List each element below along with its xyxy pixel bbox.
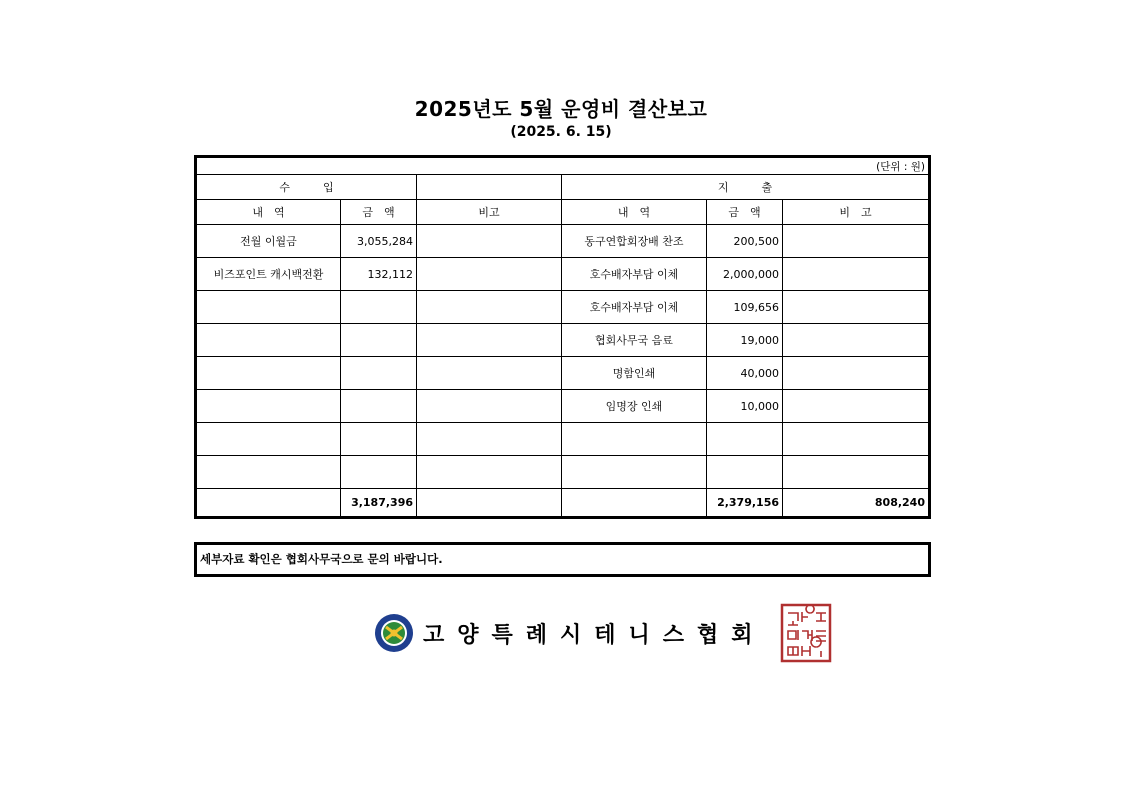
expense-amount-cell: 40,000: [707, 357, 783, 390]
income-total-note: [417, 489, 562, 518]
income-item-cell: [196, 357, 341, 390]
income-amount-cell: [341, 324, 417, 357]
expense-amount-cell: 10,000: [707, 390, 783, 423]
income-note-cell: [417, 324, 562, 357]
expense-note-cell: [783, 291, 930, 324]
total-label-cell: [196, 489, 341, 518]
table-row: [196, 390, 930, 423]
expense-item-cell: 호수배자부담 이체: [562, 291, 707, 324]
expense-amount-header: 금 액: [707, 200, 783, 225]
income-amount-cell: [341, 291, 417, 324]
table-row: [196, 324, 930, 357]
table-row: [196, 291, 930, 324]
income-amount-cell: [341, 357, 417, 390]
income-amount-cell: [341, 390, 417, 423]
table-row: [196, 423, 930, 456]
association-red-seal-stamp: [780, 603, 832, 663]
expense-note-cell: [783, 423, 930, 456]
organization-name: 고양특례시테니스협회: [423, 623, 766, 648]
income-amount-cell: 132,112: [341, 258, 417, 291]
income-item-cell: [196, 456, 341, 489]
expense-amount-cell: 109,656: [707, 291, 783, 324]
expense-amount-cell: 2,000,000: [707, 258, 783, 291]
income-note-cell: [417, 291, 562, 324]
inquiry-note: 세부자료 확인은 협회사무국으로 문의 바랍니다.: [194, 542, 931, 577]
income-note-cell: [417, 258, 562, 291]
expense-note-cell: [783, 390, 930, 423]
income-note-header: 비고: [417, 200, 562, 225]
expense-note-cell: [783, 324, 930, 357]
expense-note-cell: [783, 456, 930, 489]
income-amount-cell: [341, 423, 417, 456]
expense-total-label-cell: [562, 489, 707, 518]
income-item-cell: [196, 390, 341, 423]
expense-item-cell: 명함인쇄: [562, 357, 707, 390]
expense-group-header: 지 출: [562, 175, 930, 200]
income-amount-header: 금 액: [341, 200, 417, 225]
document-date: (2025. 6. 15): [510, 124, 612, 140]
expense-note-header: 비 고: [783, 200, 930, 225]
expense-item-cell: 동구연합회장배 찬조: [562, 225, 707, 258]
income-amount-cell: [341, 456, 417, 489]
expense-note-cell: [783, 225, 930, 258]
income-note-cell: [417, 390, 562, 423]
income-item-cell: [196, 291, 341, 324]
balance-total: 808,240: [783, 489, 930, 518]
income-item-cell: [196, 324, 341, 357]
expense-amount-cell: 19,000: [707, 324, 783, 357]
table-body: [196, 225, 930, 489]
income-item-cell: 전월 이월금: [196, 225, 341, 258]
income-item-cell: 비즈포인트 캐시백전환: [196, 258, 341, 291]
expense-item-cell: [562, 456, 707, 489]
income-note-cell: [417, 423, 562, 456]
expense-note-cell: [783, 357, 930, 390]
table-row: [196, 456, 930, 489]
expense-item-cell: [562, 423, 707, 456]
tennis-association-emblem-icon: [374, 613, 414, 653]
income-amount-cell: 3,055,284: [341, 225, 417, 258]
expense-note-cell: [783, 258, 930, 291]
income-group-header: 수 입: [196, 175, 417, 200]
unit-label: (단위 : 원): [196, 157, 930, 175]
settlement-table: [194, 155, 931, 519]
income-note-cell: [417, 225, 562, 258]
expense-amount-cell: [707, 456, 783, 489]
expense-item-header: 내 역: [562, 200, 707, 225]
income-item-cell: [196, 423, 341, 456]
expense-total: 2,379,156: [707, 489, 783, 518]
blank-group-cell: [417, 175, 562, 200]
income-note-cell: [417, 357, 562, 390]
income-note-cell: [417, 456, 562, 489]
expense-item-cell: 호수배자부담 이체: [562, 258, 707, 291]
income-total: 3,187,396: [341, 489, 417, 518]
expense-item-cell: 협회사무국 음료: [562, 324, 707, 357]
expense-item-cell: 임명장 인쇄: [562, 390, 707, 423]
table-row: [196, 357, 930, 390]
table-row: [196, 225, 930, 258]
table-row: [196, 258, 930, 291]
income-item-header: 내 역: [196, 200, 341, 225]
expense-amount-cell: 200,500: [707, 225, 783, 258]
document-title: 2025년도 5월 운영비 결산보고: [414, 97, 708, 121]
expense-amount-cell: [707, 423, 783, 456]
